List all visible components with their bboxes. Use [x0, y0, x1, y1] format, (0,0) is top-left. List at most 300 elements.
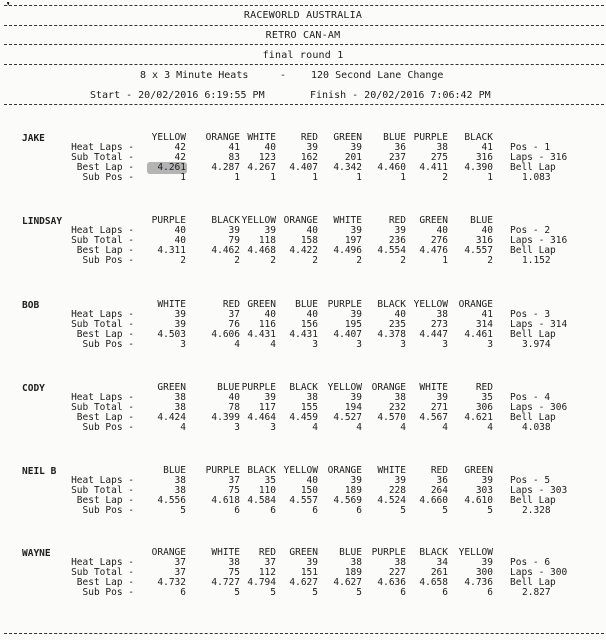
heat-laps-cell: 40	[228, 392, 240, 403]
heat-laps-cell: 40	[394, 309, 406, 320]
heat-laps-cell: 38	[436, 309, 448, 320]
heat-laps-cell: 39	[394, 225, 406, 236]
best-lap-cell: 4.556	[157, 495, 186, 506]
driver-name: JAKE	[22, 133, 45, 144]
position-summary: Pos - 4	[510, 392, 551, 403]
sub-pos-cell: 5	[356, 587, 362, 598]
position-summary: Pos - 1	[510, 142, 551, 153]
best-lap-cell: 4.407	[333, 329, 362, 340]
sub-pos-cell: 4	[400, 422, 406, 433]
heat-laps-cell: 34	[436, 557, 448, 568]
best-lap-cell: 4.627	[333, 577, 362, 588]
lane-label: ORANGE	[458, 299, 493, 310]
position-summary: Pos - 3	[510, 309, 551, 320]
lane-label: BLUE	[339, 547, 362, 558]
heat-laps-cell: 41	[481, 309, 493, 320]
best-lap-cell: 4.658	[419, 577, 448, 588]
divider	[4, 5, 604, 6]
row-label: Sub Total -	[71, 402, 134, 413]
start-time: Start - 20/02/2016 6:19:55 PM	[90, 90, 265, 101]
sub-pos-cell: 4	[487, 422, 493, 433]
heat-laps-cell: 39	[306, 557, 318, 568]
heat-laps-cell: 36	[394, 142, 406, 153]
lane-label: ORANGE	[205, 132, 240, 143]
heat-laps-cell: 39	[306, 142, 318, 153]
sub-pos-cell: 6	[312, 505, 318, 516]
sub-total-cell: 76	[228, 319, 240, 330]
sub-total-cell: 151	[300, 567, 318, 578]
heat-laps-cell: 40	[264, 142, 276, 153]
heat-laps-cell: 37	[264, 557, 276, 568]
sub-pos-cell: 3	[180, 339, 186, 350]
heat-laps-cell: 37	[228, 309, 240, 320]
bell-lap-value: 2.827	[522, 587, 551, 598]
sub-total-cell: 197	[344, 235, 362, 246]
bell-lap-label: Bell Lap	[510, 245, 556, 256]
best-lap-cell: 4.424	[157, 412, 186, 423]
lane-label: GREEN	[289, 547, 318, 558]
best-lap-cell: 4.567	[419, 412, 448, 423]
lane-label: PURPLE	[413, 132, 448, 143]
best-lap-cell: 4.727	[211, 577, 240, 588]
bell-lap-value: 1.152	[522, 255, 551, 266]
sub-pos-cell: 2	[442, 172, 448, 183]
best-lap-cell: 4.606	[211, 329, 240, 340]
best-lap-cell: 4.411	[419, 162, 448, 173]
sub-pos-cell: 5	[180, 505, 186, 516]
heat-laps-cell: 38	[350, 557, 362, 568]
lane-label: BLACK	[377, 299, 406, 310]
sub-total-cell: 37	[174, 567, 186, 578]
row-label: Sub Total -	[71, 485, 134, 496]
sub-total-cell: 110	[258, 485, 276, 496]
heat-laps-cell: 42	[174, 142, 186, 153]
best-lap-cell: 4.627	[289, 577, 318, 588]
heat-laps-cell: 38	[394, 557, 406, 568]
sub-pos-cell: 3	[356, 339, 362, 350]
heat-laps-cell: 36	[436, 475, 448, 486]
heat-laps-cell: 39	[228, 225, 240, 236]
sub-pos-cell: 2	[400, 255, 406, 266]
sub-total-cell: 195	[344, 319, 362, 330]
sub-total-cell: 39	[174, 319, 186, 330]
row-label: Sub Pos -	[82, 587, 134, 598]
laps-summary: Laps - 300	[510, 567, 568, 578]
bell-lap-label: Bell Lap	[510, 495, 556, 506]
best-lap-cell: 4.660	[419, 495, 448, 506]
driver-block	[0, 383, 606, 463]
best-lap-cell: 4.460	[377, 162, 406, 173]
sub-total-cell: 236	[388, 235, 406, 246]
heat-laps-cell: 38	[174, 475, 186, 486]
heat-laps-cell: 38	[306, 392, 318, 403]
sub-pos-cell: 6	[356, 505, 362, 516]
sub-pos-cell: 4	[442, 422, 448, 433]
heat-laps-cell: 39	[350, 392, 362, 403]
sub-total-cell: 117	[258, 402, 276, 413]
sub-total-cell: 79	[228, 235, 240, 246]
divider	[4, 25, 604, 26]
finish-time: Finish - 20/02/2016 7:06:42 PM	[310, 90, 491, 101]
best-lap-cell: 4.476	[419, 245, 448, 256]
heat-laps-cell: 40	[264, 309, 276, 320]
sub-pos-cell: 1	[312, 172, 318, 183]
sub-pos-cell: 1	[234, 172, 240, 183]
sub-total-cell: 75	[228, 485, 240, 496]
laps-summary: Laps - 306	[510, 402, 568, 413]
sub-pos-cell: 3	[234, 422, 240, 433]
sub-total-cell: 316	[475, 152, 493, 163]
heat-laps-cell: 39	[264, 225, 276, 236]
divider	[4, 64, 604, 65]
sub-total-cell: 123	[258, 152, 276, 163]
sub-pos-cell: 4	[180, 422, 186, 433]
heat-laps-cell: 35	[264, 475, 276, 486]
best-lap-cell: 4.431	[247, 329, 276, 340]
sub-pos-cell: 2	[487, 255, 493, 266]
sub-pos-cell: 5	[312, 587, 318, 598]
driver-block	[0, 466, 606, 546]
best-lap-cell: 4.459	[289, 412, 318, 423]
sub-pos-cell: 5	[234, 587, 240, 598]
sub-pos-cell: 2	[356, 255, 362, 266]
heat-laps-cell: 40	[481, 225, 493, 236]
row-label: Sub Pos -	[82, 505, 134, 516]
best-lap-cell: 4.736	[464, 577, 493, 588]
best-lap-cell: 4.378	[377, 329, 406, 340]
sub-total-cell: 314	[475, 319, 493, 330]
round-title: final round 1	[262, 50, 344, 61]
lane-label: RED	[300, 132, 318, 143]
sub-total-cell: 40	[174, 235, 186, 246]
best-lap-cell: 4.287	[211, 162, 240, 173]
laps-summary: Laps - 314	[510, 319, 568, 330]
sub-pos-cell: 3	[487, 339, 493, 350]
lane-label: WHITE	[157, 299, 186, 310]
heat-laps-cell: 38	[174, 392, 186, 403]
sub-total-cell: 83	[228, 152, 240, 163]
sub-total-cell: 116	[258, 319, 276, 330]
best-lap-cell: 4.461	[464, 329, 493, 340]
sub-total-cell: 38	[174, 485, 186, 496]
sub-pos-cell: 4	[356, 422, 362, 433]
driver-name: CODY	[22, 383, 45, 394]
bell-lap-label: Bell Lap	[510, 412, 556, 423]
sub-total-cell: 75	[228, 567, 240, 578]
heat-laps-cell: 41	[481, 142, 493, 153]
lane-label: PURPLE	[241, 382, 276, 393]
bell-lap-value: 1.083	[522, 172, 551, 183]
row-label: Sub Total -	[71, 567, 134, 578]
driver-name: LINDSAY	[22, 216, 63, 227]
lane-label: WHITE	[247, 132, 276, 143]
bell-lap-value: 3.974	[522, 339, 551, 350]
row-label: Heat Laps -	[71, 475, 134, 486]
sub-total-cell: 162	[300, 152, 318, 163]
lane-label: GREEN	[157, 382, 186, 393]
best-lap-cell: 4.464	[247, 412, 276, 423]
lane-label: WHITE	[419, 382, 448, 393]
sub-total-cell: 38	[174, 402, 186, 413]
sub-total-cell: 316	[475, 235, 493, 246]
best-lap-cell: 4.342	[333, 162, 362, 173]
lane-label: BLACK	[211, 215, 240, 226]
sub-total-cell: 300	[475, 567, 493, 578]
row-label: Best Lap -	[76, 329, 134, 340]
sub-total-cell: 189	[344, 485, 362, 496]
sub-pos-cell: 1	[356, 172, 362, 183]
lane-label: ORANGE	[327, 465, 362, 476]
sub-total-cell: 112	[258, 567, 276, 578]
best-lap-cell: 4.390	[464, 162, 493, 173]
sub-pos-cell: 1	[270, 172, 276, 183]
best-lap-cell: 4.496	[333, 245, 362, 256]
format-lane-change: 120 Second Lane Change	[311, 70, 444, 81]
divider	[4, 104, 604, 105]
heat-laps-cell: 38	[228, 557, 240, 568]
bell-lap-value: 2.328	[522, 505, 551, 516]
lane-label: BLACK	[289, 382, 318, 393]
row-label: Sub Pos -	[82, 172, 134, 183]
row-label: Heat Laps -	[71, 392, 134, 403]
heat-laps-cell: 39	[436, 392, 448, 403]
heat-laps-cell: 39	[174, 309, 186, 320]
driver-name: NEIL B	[22, 466, 57, 477]
sub-total-cell: 306	[475, 402, 493, 413]
sub-pos-cell: 2	[234, 255, 240, 266]
sub-pos-cell: 1	[442, 255, 448, 266]
best-lap-cell: 4.732	[157, 577, 186, 588]
position-summary: Pos - 6	[510, 557, 551, 568]
margin-mark: ❜	[4, 0, 13, 16]
heat-laps-cell: 40	[306, 225, 318, 236]
best-lap-cell: 4.569	[333, 495, 362, 506]
row-label: Best Lap -	[76, 495, 134, 506]
sub-pos-cell: 5	[442, 505, 448, 516]
best-lap-cell: 4.267	[247, 162, 276, 173]
sub-pos-cell: 6	[270, 505, 276, 516]
best-lap-cell: 4.399	[211, 412, 240, 423]
lane-label: BLUE	[383, 132, 406, 143]
lane-label: GREEN	[247, 299, 276, 310]
bell-lap-label: Bell Lap	[510, 577, 556, 588]
sub-pos-cell: 2	[180, 255, 186, 266]
format-heats: 8 x 3 Minute Heats	[140, 70, 249, 81]
lane-label: PURPLE	[327, 299, 362, 310]
heat-laps-cell: 40	[306, 475, 318, 486]
heat-laps-cell: 40	[436, 225, 448, 236]
sub-total-cell: 189	[344, 567, 362, 578]
heat-laps-cell: 39	[481, 475, 493, 486]
sub-total-cell: 273	[430, 319, 448, 330]
best-lap-cell: 4.503	[157, 329, 186, 340]
best-lap-cell: 4.794	[247, 577, 276, 588]
sub-total-cell: 155	[300, 402, 318, 413]
best-lap-cell: 4.422	[289, 245, 318, 256]
row-label: Sub Pos -	[82, 339, 134, 350]
heat-laps-cell: 39	[350, 309, 362, 320]
sub-total-cell: 194	[344, 402, 362, 413]
sub-pos-cell: 3	[400, 339, 406, 350]
sub-pos-cell: 5	[487, 505, 493, 516]
driver-name: WAYNE	[22, 548, 51, 559]
sub-pos-cell: 1	[487, 172, 493, 183]
heat-laps-cell: 40	[306, 309, 318, 320]
row-label: Heat Laps -	[71, 557, 134, 568]
sub-pos-cell: 4	[234, 339, 240, 350]
sub-total-cell: 235	[388, 319, 406, 330]
venue-title: RACEWORLD AUSTRALIA	[243, 10, 363, 21]
heat-laps-cell: 37	[228, 475, 240, 486]
lane-label: PURPLE	[371, 547, 406, 558]
lane-label: WHITE	[211, 547, 240, 558]
lane-label: RED	[258, 547, 276, 558]
sub-pos-cell: 4	[312, 422, 318, 433]
heat-laps-cell: 38	[436, 142, 448, 153]
sub-total-cell: 150	[300, 485, 318, 496]
best-lap-cell: 4.524	[377, 495, 406, 506]
lane-label: WHITE	[377, 465, 406, 476]
sub-total-cell: 237	[388, 152, 406, 163]
best-lap-cell: 4.636	[377, 577, 406, 588]
lane-label: PURPLE	[205, 465, 240, 476]
row-label: Heat Laps -	[71, 309, 134, 320]
lane-label: YELLOW	[413, 299, 448, 310]
sub-pos-cell: 3	[312, 339, 318, 350]
heat-laps-cell: 38	[394, 392, 406, 403]
row-label: Heat Laps -	[71, 225, 134, 236]
lane-label: BLUE	[295, 299, 318, 310]
sub-total-cell: 118	[258, 235, 276, 246]
lane-label: YELLOW	[458, 547, 493, 558]
sub-pos-cell: 2	[312, 255, 318, 266]
heat-laps-cell: 39	[264, 392, 276, 403]
row-label: Best Lap -	[76, 162, 134, 173]
sub-pos-cell: 1	[180, 172, 186, 183]
laps-summary: Laps - 303	[510, 485, 568, 496]
heat-laps-cell: 41	[228, 142, 240, 153]
sub-total-cell: 264	[430, 485, 448, 496]
best-lap-cell: 4.462	[211, 245, 240, 256]
heat-laps-cell: 35	[481, 392, 493, 403]
sub-total-cell: 227	[388, 567, 406, 578]
lane-label: ORANGE	[151, 547, 186, 558]
lane-label: BLACK	[419, 547, 448, 558]
sub-total-cell: 156	[300, 319, 318, 330]
best-lap-cell: 4.407	[289, 162, 318, 173]
driver-block	[0, 216, 606, 296]
sub-total-cell: 261	[430, 567, 448, 578]
lane-label: BLUE	[163, 465, 186, 476]
sub-pos-cell: 3	[442, 339, 448, 350]
heat-laps-cell: 39	[394, 475, 406, 486]
best-lap-cell: 4.610	[464, 495, 493, 506]
sub-pos-cell: 3	[270, 422, 276, 433]
heat-laps-cell: 39	[481, 557, 493, 568]
sub-total-cell: 271	[430, 402, 448, 413]
best-lap-cell: 4.621	[464, 412, 493, 423]
best-lap-cell: 4.554	[377, 245, 406, 256]
best-lap-cell: 4.527	[333, 412, 362, 423]
best-lap-cell: 4.570	[377, 412, 406, 423]
lane-label: YELLOW	[283, 465, 318, 476]
sub-pos-cell: 5	[400, 505, 406, 516]
lane-label: RED	[388, 215, 406, 226]
lane-label: YELLOW	[241, 215, 276, 226]
sub-pos-cell: 1	[400, 172, 406, 183]
row-label: Sub Pos -	[82, 422, 134, 433]
heat-laps-cell: 40	[174, 225, 186, 236]
heat-laps-cell: 37	[174, 557, 186, 568]
sub-pos-cell: 6	[400, 587, 406, 598]
lane-label: YELLOW	[327, 382, 362, 393]
format-separator: -	[280, 70, 287, 81]
sub-total-cell: 42	[174, 152, 186, 163]
lane-label: BLACK	[464, 132, 493, 143]
best-lap-cell: 4.468	[247, 245, 276, 256]
heat-laps-cell: 39	[350, 142, 362, 153]
sub-pos-cell: 6	[487, 587, 493, 598]
driver-block	[0, 548, 606, 628]
event-title: RETRO CAN-AM	[265, 30, 341, 41]
sub-pos-cell: 6	[442, 587, 448, 598]
lane-label: BLACK	[247, 465, 276, 476]
sub-pos-cell: 6	[180, 587, 186, 598]
lane-label: BLUE	[470, 215, 493, 226]
row-label: Sub Total -	[71, 152, 134, 163]
sub-pos-cell: 6	[234, 505, 240, 516]
row-label: Sub Total -	[71, 319, 134, 330]
sub-total-cell: 303	[475, 485, 493, 496]
lane-label: PURPLE	[151, 215, 186, 226]
best-lap-cell: 4.311	[157, 245, 186, 256]
best-lap-cell: 4.447	[419, 329, 448, 340]
sub-pos-cell: 5	[270, 587, 276, 598]
best-lap-cell: 4.261	[157, 162, 186, 173]
row-label: Sub Total -	[71, 235, 134, 246]
bell-lap-label: Bell Lap	[510, 329, 556, 340]
lane-label: WHITE	[333, 215, 362, 226]
lane-label: GREEN	[333, 132, 362, 143]
row-label: Heat Laps -	[71, 142, 134, 153]
laps-summary: Laps - 316	[510, 152, 568, 163]
sub-pos-cell: 4	[270, 339, 276, 350]
divider	[4, 633, 604, 634]
lane-label: RED	[222, 299, 240, 310]
driver-name: BOB	[22, 300, 40, 311]
bell-lap-label: Bell Lap	[510, 162, 556, 173]
divider	[4, 44, 604, 45]
lane-label: GREEN	[464, 465, 493, 476]
sub-total-cell: 228	[388, 485, 406, 496]
row-label: Best Lap -	[76, 245, 134, 256]
lane-label: BLUE	[217, 382, 240, 393]
lane-label: RED	[475, 382, 493, 393]
heat-laps-cell: 39	[350, 225, 362, 236]
sub-total-cell: 158	[300, 235, 318, 246]
best-lap-cell: 4.584	[247, 495, 276, 506]
bell-lap-value: 4.038	[522, 422, 551, 433]
sub-pos-cell: 2	[270, 255, 276, 266]
sub-total-cell: 78	[228, 402, 240, 413]
row-label: Best Lap -	[76, 577, 134, 588]
driver-block	[0, 300, 606, 380]
best-lap-cell: 4.557	[464, 245, 493, 256]
best-lap-cell: 4.431	[289, 329, 318, 340]
row-label: Sub Pos -	[82, 255, 134, 266]
position-summary: Pos - 2	[510, 225, 551, 236]
lane-label: YELLOW	[151, 132, 186, 143]
